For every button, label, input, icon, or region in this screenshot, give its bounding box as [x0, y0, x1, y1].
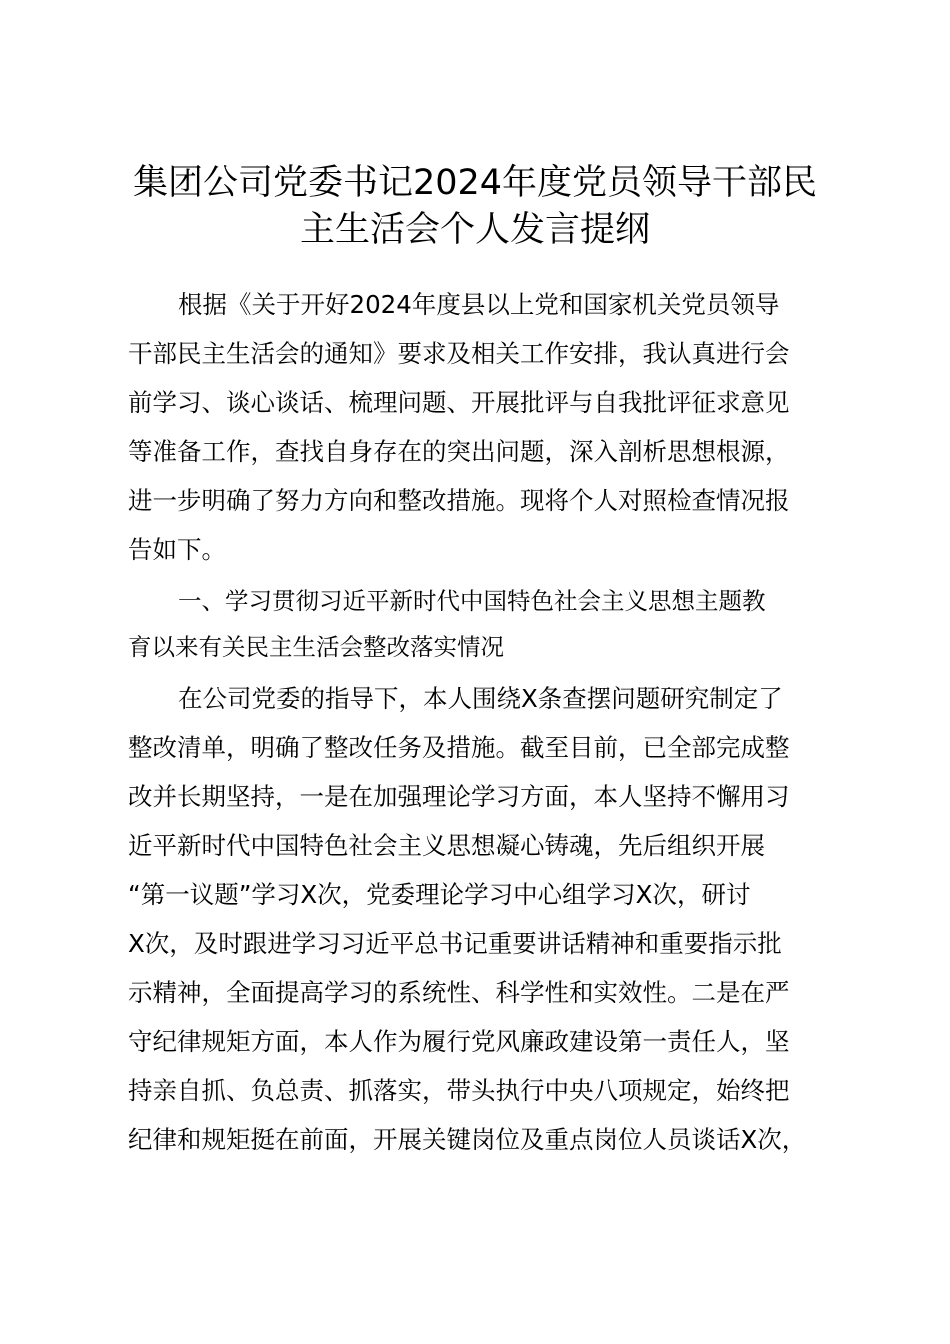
text-line: 在公司党委的指导下，本人围绕X条查摆问题研究制定了	[178, 684, 783, 713]
text-line: 守纪律规矩方面，本人作为履行党风廉政建设第一责任人，坚	[128, 1027, 790, 1056]
text-line: X次，及时跟进学习习近平总书记重要讲话精神和重要指示批	[128, 929, 782, 958]
text-line: 纪律和规矩挺在前面，开展关键岗位及重点岗位人员谈话X次，	[128, 1125, 807, 1154]
heading-line: 一、学习贯彻习近平新时代中国特色社会主义思想主题教	[178, 587, 766, 615]
text-line: 告如下。	[128, 535, 226, 564]
title-line-1: 集团公司党委书记2024年度党员领导干部民	[132, 163, 818, 203]
intro-paragraph	[128, 280, 833, 574]
text-line: 进一步明确了努力方向和整改措施。现将个人对照检查情况报	[128, 486, 790, 515]
text-line: 整改清单，明确了整改任务及措施。截至目前，已全部完成整	[128, 733, 790, 762]
document-title	[120, 160, 830, 254]
text-line: 持亲自抓、负总责、抓落实，带头执行中央八项规定，始终把	[128, 1076, 790, 1105]
text-line: 干部民主生活会的通知》要求及相关工作安排，我认真进行会	[128, 339, 790, 368]
text-line: 等准备工作，查找自身存在的突出问题，深入剖析思想根源，	[128, 437, 790, 466]
title-line-2: 主生活会个人发言提纲	[299, 210, 650, 250]
document-body	[128, 280, 833, 1164]
text-line: “第一议题”学习X次，党委理论学习中心组学习X次，研讨	[128, 880, 751, 909]
section-body-paragraph	[128, 674, 833, 1164]
text-line: 改并长期坚持，一是在加强理论学习方面，本人坚持不懈用习	[128, 782, 790, 811]
heading-line: 育以来有关民主生活会整改落实情况	[128, 633, 504, 661]
text-line: 近平新时代中国特色社会主义思想凝心铸魂，先后组织开展	[128, 831, 765, 860]
text-line: 根据《关于开好2024年度县以上党和国家机关党员领导	[178, 290, 780, 319]
text-line: 前学习、谈心谈话、梳理问题、开展批评与自我批评征求意见	[128, 388, 790, 417]
section-heading	[128, 578, 833, 670]
text-line: 示精神，全面提高学习的系统性、科学性和实效性。二是在严	[128, 978, 790, 1007]
